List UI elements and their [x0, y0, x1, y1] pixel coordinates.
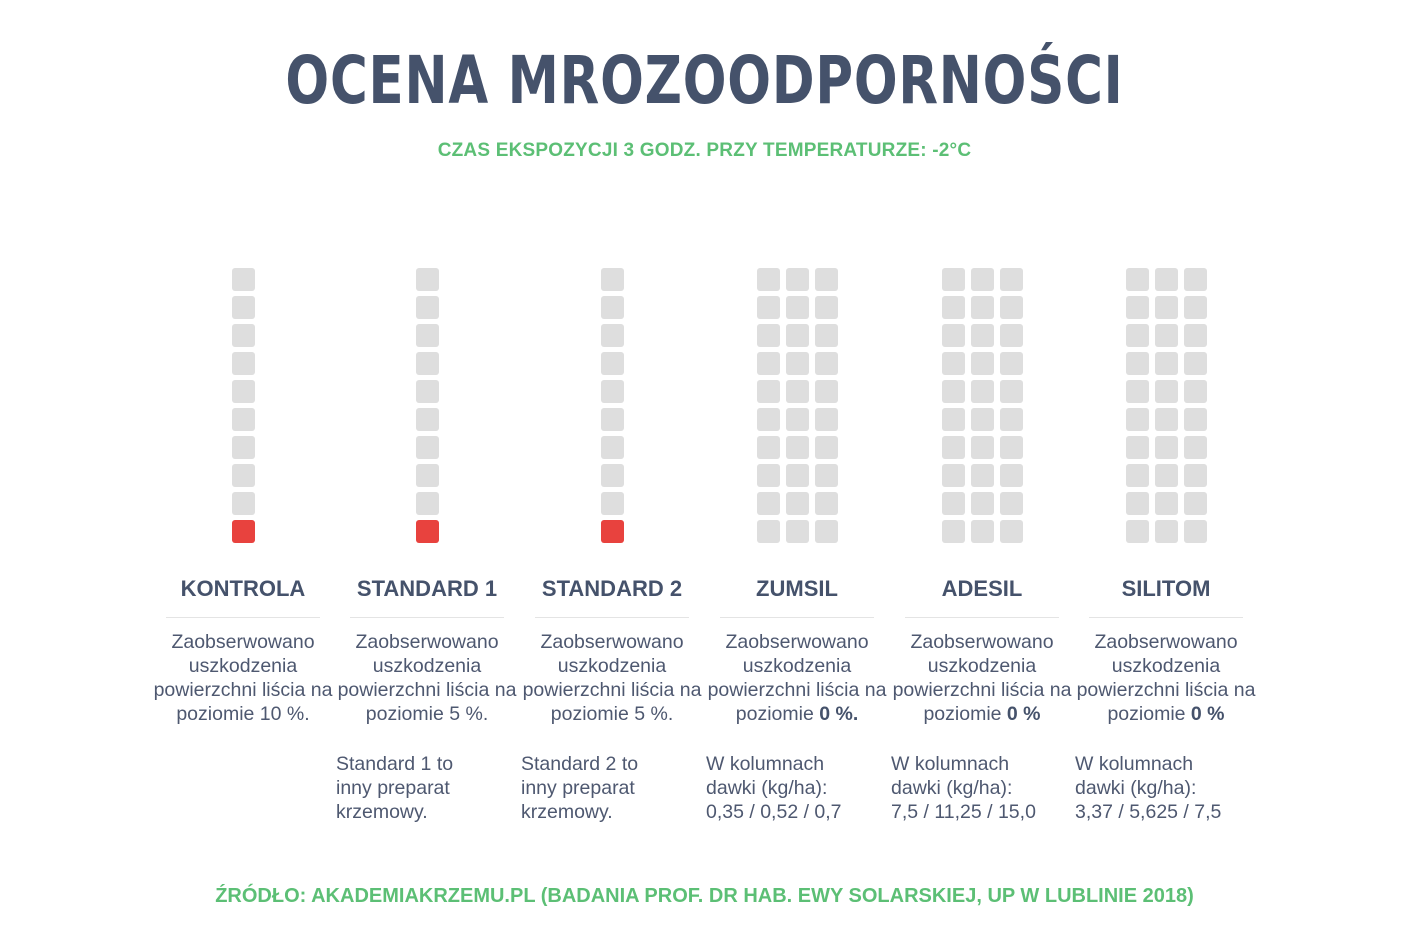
- healthy-cell: [232, 408, 255, 431]
- healthy-cell: [601, 296, 624, 319]
- series-note: W kolumnach dawki (kg/ha): 0,35 / 0,52 / 0,7: [706, 753, 842, 823]
- source-footer: ŹRÓDŁO: AKADEMIAKRZEMU.PL (BADANIA PROF. DR HAB. EWY SOLARSKIEJ, UP W LUBLINIE 2018): [215, 885, 1194, 907]
- healthy-cell: [1126, 436, 1149, 459]
- healthy-cell: [1000, 464, 1023, 487]
- healthy-cell: [1126, 492, 1149, 515]
- healthy-cell: [1184, 352, 1207, 375]
- healthy-cell: [971, 324, 994, 347]
- healthy-cell: [1155, 352, 1178, 375]
- healthy-cell: [942, 352, 965, 375]
- healthy-cell: [942, 324, 965, 347]
- healthy-cell: [232, 492, 255, 515]
- healthy-cell: [1184, 324, 1207, 347]
- healthy-cell: [1155, 380, 1178, 403]
- divider: [1089, 617, 1243, 618]
- divider: [905, 617, 1059, 618]
- healthy-cell: [815, 296, 838, 319]
- divider: [535, 617, 689, 618]
- healthy-cell: [815, 408, 838, 431]
- series-description: [511, 630, 713, 726]
- healthy-cell: [416, 380, 439, 403]
- waffle-grid: [942, 268, 1023, 546]
- healthy-cell: [416, 408, 439, 431]
- page-title: OCENA MROZOODPORNOŚCI: [285, 42, 1124, 119]
- healthy-cell: [757, 352, 780, 375]
- healthy-cell: [1155, 408, 1178, 431]
- series-note: Standard 1 to inny preparat krzemowy.: [336, 753, 454, 823]
- healthy-cell: [942, 520, 965, 543]
- healthy-cell: [815, 352, 838, 375]
- page-subtitle: CZAS EKSPOZYCJI 3 GODZ. PRZY TEMPERATURZE: -2°C: [437, 140, 972, 161]
- series-description: [142, 630, 344, 726]
- healthy-cell: [757, 380, 780, 403]
- damage-value: 5 %.: [634, 703, 674, 725]
- healthy-cell: [601, 352, 624, 375]
- healthy-cell: [786, 296, 809, 319]
- healthy-cell: [232, 268, 255, 291]
- waffle-grid: [232, 268, 255, 546]
- damage-value: 5 %.: [449, 703, 489, 725]
- damage-value: 0 %: [1006, 703, 1041, 725]
- damaged-cell: [601, 520, 624, 543]
- description-text: Zaobserwowano uszkodzenia powierzchni liścia na poziomie: [153, 631, 333, 725]
- healthy-cell: [232, 380, 255, 403]
- divider: [720, 617, 874, 618]
- healthy-cell: [757, 520, 780, 543]
- healthy-cell: [416, 352, 439, 375]
- healthy-cell: [786, 380, 809, 403]
- healthy-cell: [757, 324, 780, 347]
- healthy-cell: [232, 436, 255, 459]
- healthy-cell: [1126, 352, 1149, 375]
- healthy-cell: [1126, 408, 1149, 431]
- healthy-cell: [942, 464, 965, 487]
- healthy-cell: [232, 352, 255, 375]
- healthy-cell: [1184, 380, 1207, 403]
- healthy-cell: [1000, 268, 1023, 291]
- healthy-cell: [1126, 380, 1149, 403]
- healthy-cell: [1155, 324, 1178, 347]
- waffle-grid: [416, 268, 439, 546]
- healthy-cell: [942, 436, 965, 459]
- healthy-cell: [1000, 324, 1023, 347]
- healthy-cell: [1184, 492, 1207, 515]
- healthy-cell: [971, 352, 994, 375]
- healthy-cell: [1000, 436, 1023, 459]
- series-description: [696, 630, 898, 726]
- healthy-cell: [757, 296, 780, 319]
- healthy-cell: [1184, 268, 1207, 291]
- damage-value: 0 %.: [819, 703, 859, 725]
- healthy-cell: [942, 380, 965, 403]
- healthy-cell: [1155, 520, 1178, 543]
- healthy-cell: [815, 268, 838, 291]
- healthy-cell: [971, 408, 994, 431]
- healthy-cell: [786, 464, 809, 487]
- series-note: Standard 2 to inny preparat krzemowy.: [521, 753, 639, 823]
- healthy-cell: [1184, 520, 1207, 543]
- series-description: [881, 630, 1083, 726]
- healthy-cell: [971, 492, 994, 515]
- healthy-cell: [815, 324, 838, 347]
- healthy-cell: [1155, 436, 1178, 459]
- healthy-cell: [1000, 408, 1023, 431]
- series-label: STANDARD 1: [356, 576, 498, 601]
- healthy-cell: [1126, 268, 1149, 291]
- healthy-cell: [942, 408, 965, 431]
- healthy-cell: [786, 436, 809, 459]
- waffle-grid: [1126, 268, 1207, 546]
- healthy-cell: [1000, 520, 1023, 543]
- healthy-cell: [601, 324, 624, 347]
- healthy-cell: [601, 408, 624, 431]
- healthy-cell: [815, 492, 838, 515]
- healthy-cell: [786, 324, 809, 347]
- healthy-cell: [757, 436, 780, 459]
- healthy-cell: [601, 436, 624, 459]
- series-note: W kolumnach dawki (kg/ha): 3,37 / 5,625 / 7,5: [1075, 753, 1222, 823]
- healthy-cell: [1184, 408, 1207, 431]
- description-text: Zaobserwowano uszkodzenia powierzchni liścia na poziomie: [337, 631, 517, 725]
- healthy-cell: [786, 408, 809, 431]
- damage-value: 0 %: [1190, 703, 1225, 725]
- healthy-cell: [416, 324, 439, 347]
- healthy-cell: [601, 492, 624, 515]
- series-description: [1065, 630, 1267, 726]
- healthy-cell: [942, 296, 965, 319]
- series-label: ADESIL: [941, 576, 1023, 601]
- healthy-cell: [757, 268, 780, 291]
- healthy-cell: [1155, 268, 1178, 291]
- healthy-cell: [416, 464, 439, 487]
- healthy-cell: [232, 296, 255, 319]
- series-note: W kolumnach dawki (kg/ha): 7,5 / 11,25 / 15,0: [891, 753, 1036, 823]
- series-label: KONTROLA: [180, 576, 306, 601]
- healthy-cell: [757, 492, 780, 515]
- description-text: Zaobserwowano uszkodzenia powierzchni liścia na poziomie: [1076, 631, 1256, 725]
- healthy-cell: [1184, 464, 1207, 487]
- healthy-cell: [786, 520, 809, 543]
- healthy-cell: [1155, 296, 1178, 319]
- healthy-cell: [815, 520, 838, 543]
- damage-value: 10 %.: [259, 703, 310, 725]
- healthy-cell: [1000, 296, 1023, 319]
- healthy-cell: [786, 492, 809, 515]
- waffle-grid: [601, 268, 624, 546]
- healthy-cell: [1155, 492, 1178, 515]
- healthy-cell: [1184, 436, 1207, 459]
- divider: [166, 617, 320, 618]
- waffle-grid: [757, 268, 838, 546]
- healthy-cell: [1000, 380, 1023, 403]
- healthy-cell: [1184, 296, 1207, 319]
- damaged-cell: [232, 520, 255, 543]
- healthy-cell: [971, 380, 994, 403]
- healthy-cell: [971, 520, 994, 543]
- description-text: Zaobserwowano uszkodzenia powierzchni liścia na poziomie: [522, 631, 702, 725]
- healthy-cell: [786, 268, 809, 291]
- healthy-cell: [815, 380, 838, 403]
- damaged-cell: [416, 520, 439, 543]
- healthy-cell: [416, 268, 439, 291]
- healthy-cell: [971, 464, 994, 487]
- healthy-cell: [416, 492, 439, 515]
- healthy-cell: [1000, 492, 1023, 515]
- series-label: ZUMSIL: [756, 576, 838, 601]
- healthy-cell: [1126, 296, 1149, 319]
- healthy-cell: [971, 268, 994, 291]
- healthy-cell: [416, 296, 439, 319]
- description-text: Zaobserwowano uszkodzenia powierzchni liścia na poziomie: [707, 631, 887, 725]
- healthy-cell: [971, 296, 994, 319]
- healthy-cell: [1126, 520, 1149, 543]
- healthy-cell: [1126, 324, 1149, 347]
- healthy-cell: [601, 380, 624, 403]
- series-label: SILITOM: [1121, 576, 1211, 601]
- series-description: [326, 630, 528, 726]
- description-text: Zaobserwowano uszkodzenia powierzchni liścia na poziomie: [892, 631, 1072, 725]
- healthy-cell: [815, 464, 838, 487]
- healthy-cell: [601, 464, 624, 487]
- healthy-cell: [786, 352, 809, 375]
- divider: [350, 617, 504, 618]
- healthy-cell: [971, 436, 994, 459]
- healthy-cell: [1000, 352, 1023, 375]
- healthy-cell: [942, 492, 965, 515]
- healthy-cell: [232, 464, 255, 487]
- healthy-cell: [757, 408, 780, 431]
- healthy-cell: [416, 436, 439, 459]
- healthy-cell: [1126, 464, 1149, 487]
- healthy-cell: [815, 436, 838, 459]
- series-label: STANDARD 2: [541, 576, 683, 601]
- healthy-cell: [757, 464, 780, 487]
- healthy-cell: [601, 268, 624, 291]
- healthy-cell: [942, 268, 965, 291]
- healthy-cell: [1155, 464, 1178, 487]
- healthy-cell: [232, 324, 255, 347]
